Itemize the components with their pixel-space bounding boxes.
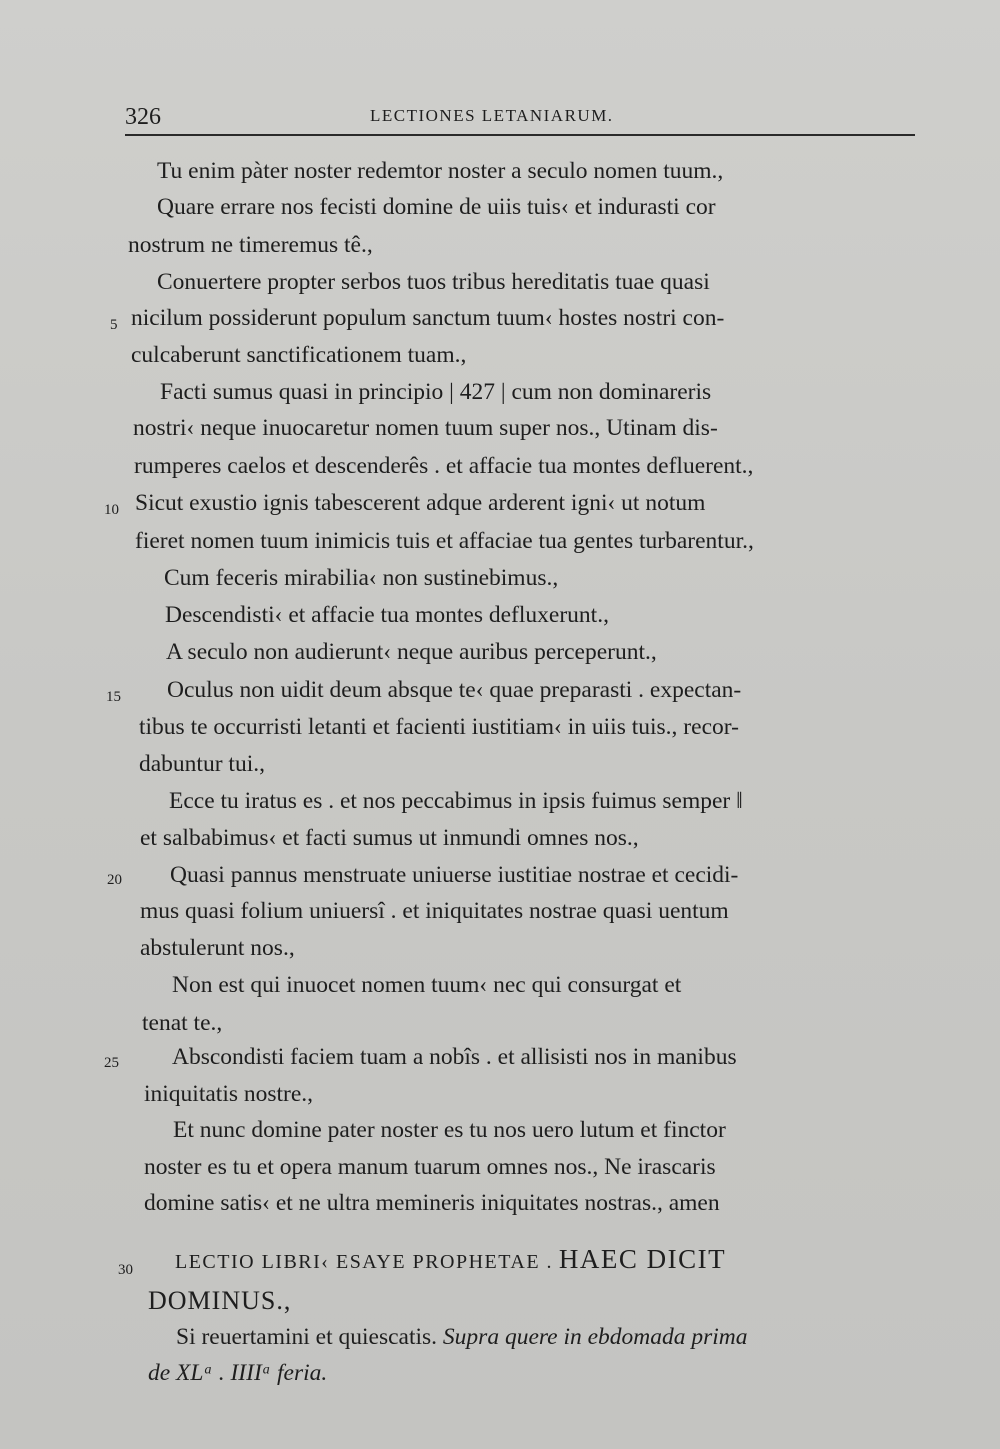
text-line: domine satis‹ et ne ultra memineris iniquitates nostras., amen	[144, 1190, 720, 1216]
text-line: culcaberunt sanctificationem tuam.,	[131, 342, 467, 368]
text-line: nostri‹ neque inuocaretur nomen tuum super nos., Utinam dis-	[133, 415, 718, 441]
text-line: Oculus non uidit deum absque te‹ quae preparasti . expectan-	[167, 677, 742, 703]
text-line: A seculo non audierunt‹ neque auribus perceperunt.,	[166, 639, 657, 665]
lection-heading-continuation: DOMINUS.,	[148, 1286, 292, 1315]
text-line: noster es tu et opera manum tuarum omnes nos., Ne irascaris	[144, 1154, 716, 1180]
text-line: abstulerunt nos.,	[140, 935, 295, 961]
running-title: LECTIONES LETANIARUM.	[370, 106, 614, 125]
text-line: Et nunc domine pater noster es tu nos uero lutum et finctor	[173, 1117, 726, 1143]
closing-reference: Supra quere in ebdomada prima	[442, 1324, 748, 1350]
text-line: Non est qui inuocet nomen tuum‹ nec qui consurgat et	[172, 972, 682, 998]
lection-heading	[175, 1246, 726, 1274]
text-line: iniquitatis nostre.,	[144, 1081, 314, 1107]
lection-rubric: LECTIO LIBRI‹ ESAYE PROPHETAE .	[175, 1251, 554, 1273]
text-line: Descendisti‹ et affacie tua montes defluxerunt.,	[165, 602, 609, 628]
text-line: Quasi pannus menstruate uniuerse iustitiae nostrae et cecidi-	[170, 862, 739, 888]
lection-incipit: HAEC DICIT	[558, 1244, 727, 1274]
text-line: tibus te occurristi letanti et facienti iustitiam‹ in uiis tuis., recor-	[139, 714, 739, 740]
text-line: mus quasi folium uniuersî . et iniquitates nostrae quasi uentum	[140, 898, 729, 924]
text-line: Cum feceris mirabilia‹ non sustinebimus.,	[164, 565, 559, 591]
line-number: 25	[104, 1055, 119, 1071]
text-line: rumperes caelos et descenderês . et affacie tua montes defluerent.,	[134, 453, 754, 479]
line-number: 10	[104, 502, 119, 518]
text-line: et salbabimus‹ et facti sumus ut inmundi omnes nos.,	[140, 825, 639, 851]
text-line: tenat te.,	[142, 1010, 223, 1036]
line-number: 15	[106, 689, 121, 705]
text-line: nicilum possiderunt populum sanctum tuum‹ hostes nostri con-	[131, 305, 725, 331]
text-line: Abscondisti faciem tuam a nobîs . et allisisti nos in manibus	[172, 1044, 737, 1070]
running-head	[125, 100, 915, 134]
text-line: dabuntur tui.,	[139, 751, 265, 777]
text-line: Sicut exustio ignis tabescerent adque arderent igni‹ ut notum	[135, 490, 706, 516]
text-line: Conuertere propter serbos tuos tribus hereditatis tuae quasi	[157, 269, 710, 295]
line-number: 5	[110, 317, 118, 333]
text-line: nostrum ne timeremus tê.,	[128, 232, 373, 258]
closing-incipit: Si reuertamini et quiescatis.	[176, 1324, 438, 1350]
header-rule	[125, 134, 915, 136]
text-line: Facti sumus quasi in principio | 427 | cum non dominareris	[160, 379, 712, 405]
line-number: 30	[118, 1262, 133, 1278]
page-number: 326	[125, 104, 161, 130]
text-line: fieret nomen tuum inimicis tuis et affaciae tua gentes turbarentur.,	[135, 528, 754, 554]
text-line: Tu enim pàter noster redemtor noster a seculo nomen tuum.,	[157, 158, 724, 184]
line-number: 20	[107, 872, 122, 888]
text-line: Ecce tu iratus es . et nos peccabimus in ipsis fuimus semper ‖	[169, 788, 743, 814]
closing-line	[176, 1326, 748, 1350]
closing-reference-continuation: de XLᵃ . IIIIᵃ feria.	[148, 1360, 328, 1386]
text-line: Quare errare nos fecisti domine de uiis tuis‹ et indurasti cor	[157, 194, 716, 220]
